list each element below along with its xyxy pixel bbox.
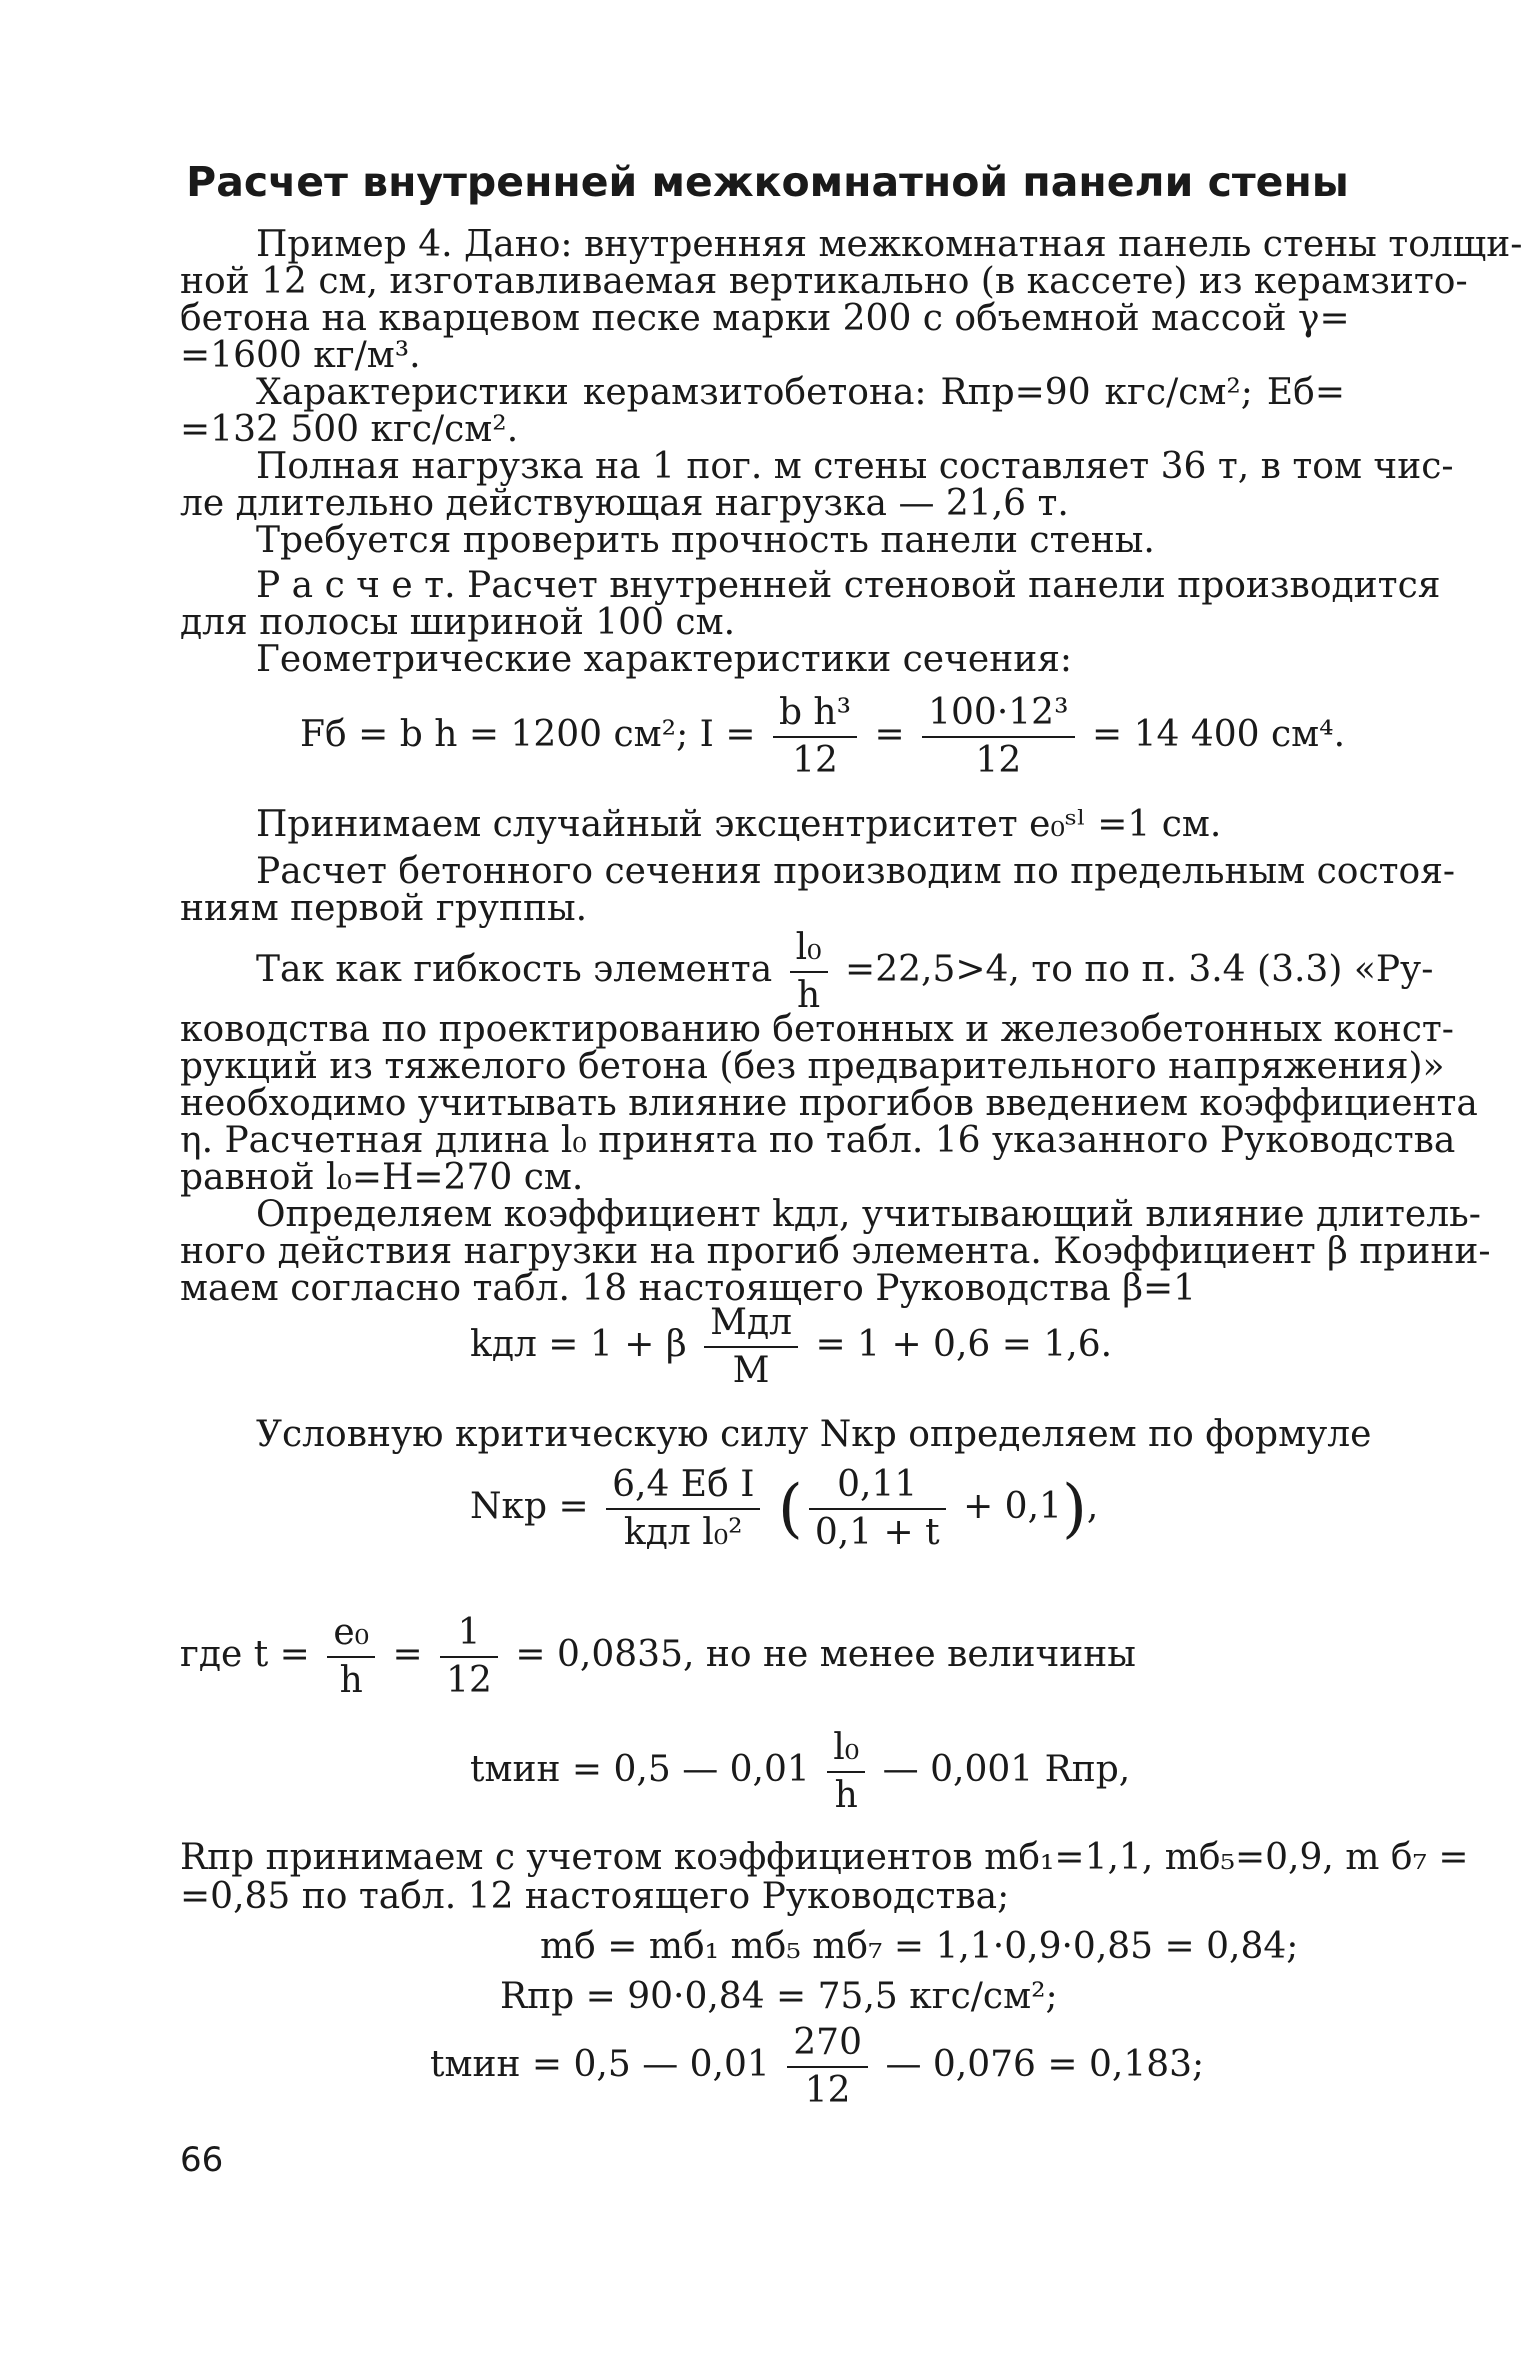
text-line: рукций из тяжелого бетона (без предварительного напряжения)»: [180, 1046, 1445, 1087]
fraction: $\frac{\text{100·12³}}{12}$: [922, 690, 1074, 784]
formula-lhs: Fб = b h = 1200 см²; I =: [300, 714, 756, 755]
text-line: для полосы шириной 100 см.: [180, 602, 736, 643]
text-line: бетона на кварцевом песке марки 200 с объемной массой γ=: [180, 298, 1350, 339]
text-line: необходимо учитывать влияние прогибов введением коэффициента: [180, 1083, 1478, 1124]
text-line: Принимаем случайный эксцентриситет e₀ˢˡ =1 см.: [256, 804, 1222, 845]
text-line: Определяем коэффициент kдл, учитывающий влияние длитель-: [256, 1194, 1481, 1235]
fraction: $\frac{1}{12}$: [440, 1610, 498, 1704]
text-line: Пример 4. Дано: внутренняя межкомнатная панель стены толщи-: [256, 224, 1523, 265]
text-line: =132 500 кгс/см².: [180, 409, 519, 450]
page-number: 66: [180, 2140, 224, 2180]
text-line: ной 12 см, изготавливаемая вертикально (в кассете) из керамзито-: [180, 261, 1468, 302]
text-line: Геометрические характеристики сечения:: [256, 639, 1073, 680]
text-line: Требуется проверить прочность панели стены.: [256, 520, 1155, 561]
text-line: ле длительно действующая нагрузка — 21,6 т.: [180, 483, 1069, 524]
text-line: равной l₀=H=270 см.: [180, 1157, 584, 1198]
text-line: Р а с ч е т. Расчет внутренней стеновой панели производится: [256, 565, 1441, 606]
fraction: $\frac{\text{l₀}}{h}$: [827, 1725, 865, 1819]
text-line: ниям первой группы.: [180, 888, 588, 929]
fraction: $\frac{270}{12}$: [787, 2020, 868, 2114]
text-line: =1600 кг/м³.: [180, 335, 421, 376]
text-line: Характеристики керамзитобетона: Rпр=90 кгс/см²; Eб=: [256, 372, 1345, 413]
text-line: =0,85 по табл. 12 настоящего Руководства;: [180, 1876, 1010, 1917]
fraction: $\frac{0,11}{0,1 + t}$: [809, 1462, 946, 1556]
fraction: $\frac{\text{Mдл}}{M}$: [704, 1300, 798, 1394]
fraction: $\frac{\text{l₀}}{h}$: [790, 925, 828, 1019]
text-line: Rпр принимаем с учетом коэффициентов mб₁=1,1, mб₅=0,9, m б₇ =: [180, 1837, 1469, 1878]
fraction: $\frac{\text{6,4 Eб I}}{\text{kдл l₀²}}$: [606, 1462, 760, 1556]
document-page: Расчет внутренней межкомнатной панели стены Пример 4. Дано: внутренняя межкомнатная панель стены толщи- ной 12 см, изготавливаемая вертикально (в кассете) из керамзито- бетона на кварцевом песке марки 200 с объемной массой γ= =1600 кг/м³. Характеристики керамзитобетона: Rпр=90 кгс/см²; Eб= =132 500 кгс/см². Полная нагрузка на 1 пог. м стены составляет 36 т, в том чис- ле длительно действующая нагрузка — 21,6 т. Требуется проверить прочность панели стены. Р а с ч е т. Расчет внутренней стеновой панели производится для полосы шириной 100 см. Геометрические характеристики сечения: Fб = b h = 1200 см²; I = $\frac{\text{b h³}}{12}$ = $\frac{\text{100·12³}}{12}$ = 14 400 см⁴. Принимаем случайный эксцентриситет e₀ˢˡ =1 см. Расчет бетонного сечения производим по предельным состоя- ниям первой группы. Так как гибкость элемента $\frac{\text{l₀}}{h}$ =22,5>4, то по п. 3.4 (3.3) «Ру- ководства по проектированию бетонных и железобетонных конст- рукций из тяжелого бетона (без предварительного напряжения)» необходимо учитывать влияние прогибов введением коэффициента η. Расчетная длина l₀ принята по табл. 16 указанного Руководства равной l₀=H=270 см. Определяем коэффициент kдл, учитывающий влияние длитель- ного действия нагрузки на прогиб элемента. Коэффициент β прини- маем согласно табл. 18 настоящего Руководства β=1 kдл = 1 + β $\frac{\text{Mдл}}{M}$ = 1 + 0,6 = 1,6. Условную критическую силу Nкр определяем по формуле Nкр = $\frac{\text{6,4 Eб I}}{\text{kдл l₀²}}$ ( $\frac{0,11}{0,1 + t}$ + 0,1), где t = $\frac{\text{e₀}}{h}$ = $\frac{1}{12}$ = 0,0835, но не менее величины tмин = 0,5 — 0,01 $\frac{\text{l₀}}{h}$ — 0,001 Rпр, Rпр принимаем с учетом коэффициентов mб₁=1,1, mб₅=0,9, m б₇ = =0,85 по табл. 12 настоящего Руководства; mб = mб₁ mб₅ mб₇ = 1,1·0,9·0,85 = 0,84; Rпр = 90·0,84 = 75,5 кгс/см²; tмин = 0,5 — 0,01 $\frac{270}{12}$ — 0,076 = 0,183; 66: [0, 0, 1535, 2361]
fraction: $\frac{\text{e₀}}{h}$: [327, 1610, 375, 1704]
text-line: η. Расчетная длина l₀ принята по табл. 16 указанного Руководства: [180, 1120, 1456, 1161]
text-line: Расчет бетонного сечения производим по предельным состоя-: [256, 851, 1456, 892]
text-line: ного действия нагрузки на прогиб элемента. Коэффициент β прини-: [180, 1231, 1491, 1272]
text-line: ководства по проектированию бетонных и железобетонных конст-: [180, 1009, 1454, 1050]
formula-rhs: = 14 400 см⁴.: [1091, 714, 1346, 755]
text-line: Полная нагрузка на 1 пог. м стены составляет 36 т, в том чис-: [256, 446, 1454, 487]
text-line: Условную критическую силу Nкр определяем по формуле: [256, 1414, 1372, 1455]
text-line: маем согласно табл. 18 настоящего Руководства β=1: [180, 1268, 1197, 1309]
section-title: Расчет внутренней межкомнатной панели стены: [186, 158, 1349, 206]
fraction: $\frac{\text{b h³}}{12}$: [773, 690, 857, 784]
